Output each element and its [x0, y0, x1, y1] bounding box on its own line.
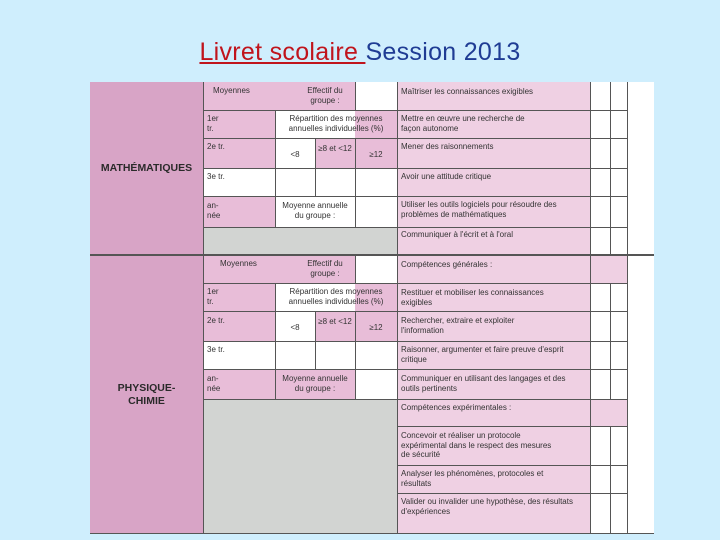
phys-lt8-label: <8: [290, 323, 300, 332]
phys-t3-label: 3e tr.: [207, 345, 225, 354]
page-title: [0, 38, 720, 67]
grid-line: [90, 254, 654, 256]
math-mid-label: ≥8 et <12: [318, 144, 352, 153]
grid-line: [315, 138, 316, 196]
phys-competences-generales: Compétences générales :: [401, 260, 493, 269]
grid-line: [355, 138, 356, 227]
phys-effectif-label: Effectif du groupe :: [307, 259, 343, 278]
grid-line: [203, 341, 627, 342]
phys-subject-cell: [90, 255, 203, 534]
grid-line: [203, 369, 627, 370]
phys-annee-value: [355, 369, 397, 399]
grid-line: [315, 311, 316, 369]
grade-sheet: [90, 82, 654, 534]
math-subject-label: MATHÉMATIQUES: [100, 161, 193, 174]
math-moy-value: [355, 82, 397, 110]
grid-line: [397, 493, 627, 494]
math-moyennes-label: Moyennes: [213, 86, 250, 95]
math-t3-white3: [315, 168, 355, 196]
phys-skill-e3: Valider ou invalider une hypothèse, des résultats d'expériences: [401, 497, 573, 516]
grid-line: [590, 82, 591, 534]
grid-line: [355, 255, 356, 283]
grid-line: [627, 82, 628, 534]
math-skill-4: Avoir une attitude critique: [401, 172, 492, 181]
math-t2-label: 2e tr.: [207, 142, 225, 151]
grid-line: [397, 82, 398, 534]
math-repartition-label: Répartition des moyennes annuelles individuelles (%): [288, 114, 384, 133]
grid-line: [203, 196, 627, 197]
phys-t1-label: 1er tr.: [207, 287, 219, 306]
math-skill-5: Utiliser les outils logiciels pour résoudre des problèmes de mathématiques: [401, 200, 557, 219]
phys-ge12-label: ≥12: [369, 323, 383, 332]
phys-annee-label: an- née: [207, 374, 221, 393]
title-session: Session 2013: [365, 38, 521, 66]
math-t1-label: 1er tr.: [207, 114, 219, 133]
phys-moyennes-label: Moyennes: [220, 259, 257, 268]
phys-skill-g4: Communiquer en utilisant des langages et des outils pertinents: [401, 374, 566, 393]
math-annee-label: an- née: [207, 201, 221, 220]
grid-line: [610, 426, 611, 534]
phys-skill-g1: Restituer et mobiliser les connaissances exigibles: [401, 288, 544, 307]
grid-line: [203, 227, 627, 228]
phys-grey-area: [203, 399, 397, 534]
phys-cg-header-ext: [590, 255, 627, 283]
grid-line: [90, 533, 654, 534]
grid-line: [397, 426, 627, 427]
phys-moy-value: [355, 255, 397, 283]
math-skill-2: Mettre en œuvre une recherche de façon autonome: [401, 114, 525, 133]
phys-mid-label: ≥8 et <12: [318, 317, 352, 326]
phys-t3-white: [275, 341, 397, 369]
math-lt8-label: <8: [290, 150, 300, 159]
grid-line: [203, 283, 627, 284]
grid-line: [355, 82, 356, 110]
math-skill-1: Maîtriser les connaissances exigibles: [401, 87, 534, 96]
phys-competences-experimentales: Compétences expérimentales :: [401, 403, 512, 412]
math-ge12-label: ≥12: [369, 150, 383, 159]
grid-line: [203, 110, 627, 111]
math-grey-area: [203, 227, 397, 254]
phys-ce-header-ext: [590, 399, 627, 426]
grid-line: [397, 465, 627, 466]
math-moyenne-annuelle-label: Moyenne annuelle du groupe :: [282, 201, 348, 220]
math-t3-label: 3e tr.: [207, 172, 225, 181]
phys-skill-g2: Rechercher, extraire et exploiter l'information: [401, 316, 515, 335]
grid-line: [203, 168, 627, 169]
phys-subject-label: PHYSIQUE-CHIMIE: [117, 381, 176, 407]
title-livret: Livret scolaire: [199, 38, 366, 66]
math-effectif-label: Effectif du groupe :: [307, 86, 343, 105]
phys-repartition-label: Répartition des moyennes annuelles individuelles (%): [288, 287, 384, 306]
phys-skill-g3: Raisonner, argumenter et faire preuve d'esprit critique: [401, 345, 564, 364]
math-t3-white4: [355, 168, 397, 196]
phys-moyenne-annuelle-label: Moyenne annuelle du groupe :: [282, 374, 348, 393]
phys-skill-e1: Concevoir et réaliser un protocole expérimental dans le respect des mesures de sécurité: [401, 431, 552, 459]
phys-skill-e2: Analyser les phénomènes, protocoles et résultats: [401, 469, 544, 488]
math-subject-cell: [90, 82, 203, 254]
grid-line: [203, 138, 627, 139]
math-skill-6: Communiquer à l'écrit et à l'oral: [401, 230, 513, 239]
grid-line: [203, 311, 627, 312]
math-annee-value2: [355, 196, 397, 227]
grid-line: [355, 311, 356, 399]
grid-line: [203, 82, 204, 534]
phys-t2-label: 2e tr.: [207, 316, 225, 325]
grid-line: [203, 399, 627, 400]
math-skill-3: Mener des raisonnements: [401, 142, 494, 151]
